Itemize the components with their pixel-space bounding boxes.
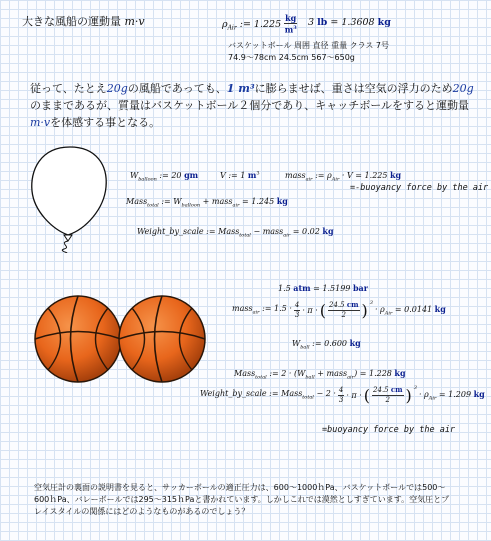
balloon-icon — [28, 143, 138, 253]
w-balloon-definition: $W_{balloon}$ := 20 gm — [130, 170, 199, 183]
footnote-paragraph: 空気圧計の裏面の説明書を見ると、サッカーボールの適正圧力は、600～1000ｈPa、バスケットボールでは500～600ｈPa、バレーボールでは295～315ｈPaと書かれています。しかしこれでは漠然としすぎています。空気圧とプレイスタイルの関係にはどのようなものがあるのでしょう？ — [34, 483, 450, 516]
spec-line-1: バスケットボール 周囲 直径 重量 クラス 7号 — [228, 41, 390, 50]
basketball-icon-right — [117, 294, 207, 384]
rho-air-definition: $\rho_{Air}$ := 1.225 $\frac{kg}{m^3}$ — [222, 13, 297, 35]
balloon-weight-by-scale: Weight_by_scale := Mass$_{total}$ − mass$_{air}$ = 0.02 kg — [137, 226, 334, 239]
balloon-buoyancy-comment: =-buoyancy force by the air — [350, 183, 489, 193]
ball-mass-air: mass$_{air}$ := 1.5 · 4 3 · π · ( 24.5 cm 2 ) $^3$ · $\rho_{Air} = 0.0141$ kg — [232, 300, 446, 320]
ball-buoyancy-comment: =buoyancy force by the air — [322, 425, 456, 435]
w-ball-definition: $W_{ball}$ := 0.600 kg — [292, 338, 361, 351]
lb-conversion: 3 lb = 1.3608 kg — [308, 17, 391, 28]
atm-conversion: 1.5 atm = 1.5199 bar — [278, 283, 368, 293]
ball-mass-total: Mass$_{total}$ := $2 \cdot (W_{ball}$ + mass$_{air}$) = 1.228 kg — [234, 368, 406, 381]
volume-definition: V := 1 $m^3$ — [220, 170, 260, 180]
basketball-icon-left — [33, 294, 123, 384]
explanation-paragraph: 従って、たとえ20gの風船であっても、1 m³に膨らませば、重さは空気の浮力のため20gのままであるが、質量はバスケットボール２個分であり、キャッチボールをすると運動量m·vを体感する事となる。 — [30, 82, 474, 129]
ball-weight-by-scale: Weight_by_scale := Mass$_{total}$ − 2 · 4 3 · π · ( 24.5 cm 2 ) $^3$ · $\rho_{Air} = 1.209$ kg — [200, 385, 485, 405]
spec-line-2: 74.9～78cm 24.5cm 567～650g — [228, 53, 355, 62]
balloon-mass-air: mass$_{air}$ := $\rho_{Air} \cdot V = 1.225$ kg — [285, 170, 402, 183]
page-title: 大きな風船の運動量 m·v — [22, 15, 145, 28]
balloon-mass-total: Mass$_{total}$ := $W_{balloon}$ + mass$_{air}$ = 1.245 kg — [126, 196, 288, 209]
